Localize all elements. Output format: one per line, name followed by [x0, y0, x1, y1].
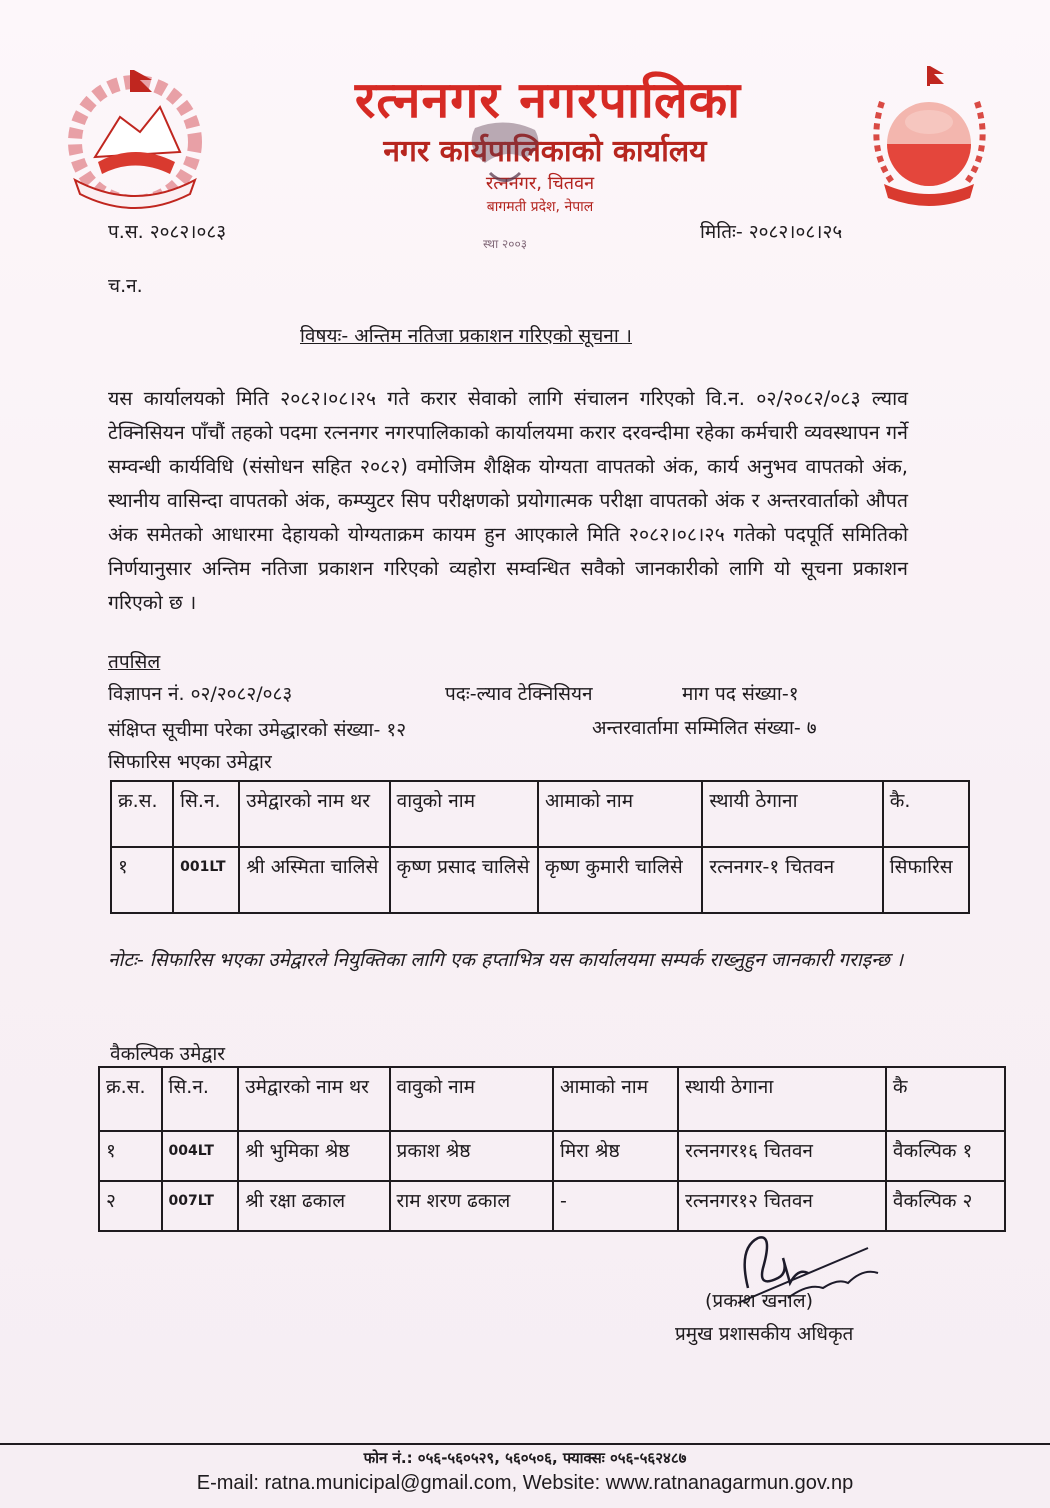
recommended-heading: सिफारिस भएका उमेद्वार [108, 751, 272, 773]
candidate-name-cell: श्री अस्मिता चालिसे [239, 847, 389, 913]
address-cell: रत्ननगर-१ चितवन [702, 847, 882, 913]
signatory-name: (प्रकाश खनाल) [705, 1290, 813, 1312]
table-row [99, 1181, 1005, 1231]
office-address-line1: रत्ननगर, चितवन [485, 173, 595, 194]
column-header: स्थायी ठेगाना [702, 781, 882, 847]
alternate-heading: वैकल्पिक उमेद्वार [110, 1043, 226, 1065]
mother-name-cell: कृष्ण कुमारी चालिसे [538, 847, 702, 913]
serial-cell: १ [99, 1131, 162, 1181]
dispatch-number: च.न. [108, 275, 143, 297]
office-stamp-icon [445, 118, 565, 258]
notice-body: यस कार्यालयको मिति २०८२।०८।२५ गते करार सेवाको लागि संचालन गरिएको वि.न. ०२/२०८२/०८३ ल्याव टेक्निसियन पाँचौं तहको पदमा रत्ननगर नगरपालिकाको कार्यालयमा करार दरवन्दीमा रहेका कर्मचारी व्यवस्थापन गर्ने सम्वन्धी कार्यविधि (संसोधन सहित २०८२) वमोजिम शैक्षिक योग्यता वापतको अंक, कार्य अनुभव वापतको अंक, स्थानीय वासिन्दा वापतको अंक, कम्प्युटर सिप परीक्षणको प्रयोगात्मक परीक्षा वापतको अंक र अन्तरवार्ताको औपत अंक समेतको आधारमा देहायको योग्यताक्रम कायम हुन आएकाले मिति २०८२।०८।२५ गतेको पदपूर्ति समितिको निर्णयानुसार अन्तिम नतिजा प्रकाशन गरिएको व्यहोरा सम्वन्धित सवैको जानकारीको लागि यो सूचना प्रकाशन गरिएको छ । [108, 387, 908, 614]
notice-subject: विषयः- अन्तिम नतिजा प्रकाशन गरिएको सूचना । [300, 325, 632, 347]
column-header: स्थायी ठेगाना [678, 1067, 886, 1131]
address-cell: रत्ननगर१६ चितवन [678, 1131, 886, 1181]
column-header: क्र.स. [99, 1067, 162, 1131]
table-header-row [111, 781, 969, 847]
column-header: उमेद्वारको नाम थर [238, 1067, 389, 1131]
letter-number: प.स. २०८२।०८३ [108, 221, 227, 243]
column-header: आमाको नाम [538, 781, 702, 847]
demand-post-count: माग पद संख्या-१ [682, 683, 799, 705]
father-name-cell: प्रकाश श्रेष्ठ [390, 1131, 553, 1181]
municipality-emblem-icon [862, 62, 997, 212]
candidate-name-cell: श्री भुमिका श्रेष्ठ [238, 1131, 389, 1181]
interviewed-count: अन्तरवार्तामा सम्मिलित संख्या- ७ [592, 717, 817, 739]
office-name: नगर कार्यपालिकाको कार्यालय [383, 134, 707, 169]
serial-cell: १ [111, 847, 173, 913]
remarks-cell: सिफारिस [883, 847, 969, 913]
address-cell: रत्ननगर१२ चितवन [678, 1181, 886, 1231]
roll-number-cell: 007LT [162, 1181, 239, 1231]
footer-divider [0, 1443, 1050, 1445]
candidate-name-cell: श्री रक्षा ढकाल [238, 1181, 389, 1231]
remarks-cell: वैकल्पिक २ [886, 1181, 1005, 1231]
column-header: सि.न. [162, 1067, 239, 1131]
serial-cell: २ [99, 1181, 162, 1231]
post-name: पदः-ल्याव टेक्निसियन [445, 683, 593, 705]
footer-contact: E-mail: ratna.municipal@gmail.com, Website: www.ratnanagarmun.gov.np [196, 1472, 854, 1494]
signatory-title: प्रमुख प्रशासकीय अधिकृत [675, 1323, 854, 1345]
father-name-cell: कृष्ण प्रसाद चालिसे [390, 847, 538, 913]
roll-number-cell: 004LT [162, 1131, 239, 1181]
table-row [111, 847, 969, 913]
column-header: आमाको नाम [553, 1067, 678, 1131]
recommended-table [110, 780, 970, 914]
alternate-table [98, 1066, 1006, 1232]
nepal-emblem-icon [60, 62, 210, 217]
table-row [99, 1131, 1005, 1181]
advertisement-number: विज्ञापन नं. ०२/२०८२/०८३ [108, 683, 293, 705]
column-header: उमेद्वारको नाम थर [239, 781, 389, 847]
details-heading: तपसिल [108, 651, 161, 673]
table-header-row [99, 1067, 1005, 1131]
column-header: कै. [883, 781, 969, 847]
column-header: वावुको नाम [390, 1067, 553, 1131]
remarks-cell: वैकल्पिक १ [886, 1131, 1005, 1181]
note-text: नोटः- सिफारिस भएका उमेद्वारले नियुक्तिका लागि एक हप्ताभित्र यस कार्यालयमा सम्पर्क राख्नुहुन जानकारी गराइन्छ । [108, 949, 904, 971]
column-header: कै [886, 1067, 1005, 1131]
column-header: वावुको नाम [390, 781, 538, 847]
letter-date: मितिः- २०८२।०८।२५ [700, 221, 843, 243]
footer-phone: फोन नं.: ०५६-५६०५२९, ५६०५०६, फ्याक्सः ०५६-५६२४८७ [363, 1449, 687, 1467]
municipality-name: रत्ननगर नगरपालिका [354, 71, 742, 129]
mother-name-cell: - [553, 1181, 678, 1231]
column-header: सि.न. [173, 781, 239, 847]
mother-name-cell: मिरा श्रेष्ठ [553, 1131, 678, 1181]
column-header: क्र.स. [111, 781, 173, 847]
father-name-cell: राम शरण ढकाल [390, 1181, 553, 1231]
svg-text:स्था २००३: स्था २००३ [483, 237, 527, 251]
roll-number-cell: 001LT [173, 847, 239, 913]
office-address-line2: बागमती प्रदेश, नेपाल [486, 199, 594, 215]
shortlisted-count: संक्षिप्त सूचीमा परेका उमेद्धारको संख्या- १२ [108, 719, 407, 741]
